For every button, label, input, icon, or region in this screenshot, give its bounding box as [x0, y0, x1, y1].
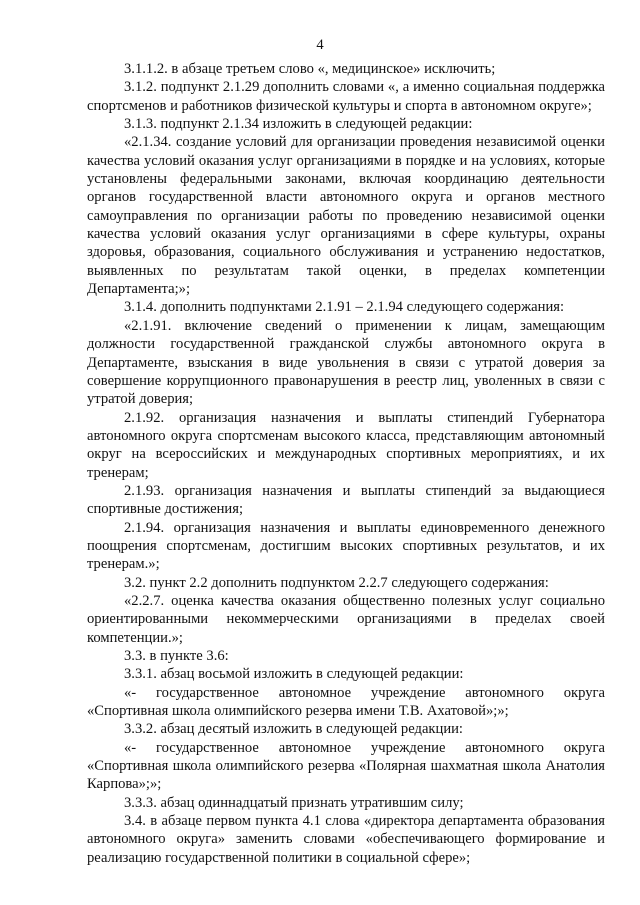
paragraph-3-2: 3.2. пункт 2.2 дополнить подпунктом 2.2.7 следующего содержания:	[124, 574, 549, 591]
paragraph-2-1-34: «2.1.34. создание условий для организации проведения независимой оценки качества условий оказания услуг организациями в порядке и на условиях, которые установлены федеральными законами, включая координацию деятельности органов государственной власти автономного округа и органов местного самоуправления по организации работы по проведению независимой оценки качества условий оказания услуг организациями в сфере культуры, охраны здоровья, образования, социального обслуживания и устранению недостатков, выявленных по результатам такой оценки, в пределах компетенции Департамента;»;	[87, 134, 605, 298]
paragraph-3-3-1-text: «- государственное автономное учреждение автономного округа «Спортивная школа олимпийского резерва имени Т.В. Ахатовой»;»;	[87, 684, 605, 720]
paragraph-2-1-94: 2.1.94. организация назначения и выплаты единовременного денежного поощрения спортсменам, достигшим высоких спортивных результатов, и их тренерам.»;	[87, 519, 605, 573]
paragraph-3-3: 3.3. в пункте 3.6:	[124, 648, 229, 664]
paragraph-3-1-2: 3.1.2. подпункт 2.1.29 дополнить словами «, а именно социальная поддержка спортсменов и работников физической культуры и спорта в автономном округе»;	[87, 79, 605, 114]
paragraph-3-4: 3.4. в абзаце первом пункта 4.1 слова «директора департамента образования автономного округа» заменить словами «обеспечивающего формирование и реализацию государственной политики в социальной сфере»;	[87, 813, 605, 866]
paragraph-3-1-3: 3.1.3. подпункт 2.1.34 изложить в следующей редакции:	[124, 116, 473, 133]
paragraph-3-1-1-2: 3.1.1.2. в абзаце третьем слово «, медицинское» исключить;	[124, 61, 496, 77]
paragraph-2-1-92: 2.1.92. организация назначения и выплаты стипендий Губернатора автономного округа спортсменам высокого класса, представляющим автономный округ на всероссийских и международных спортивных мероприятиях, и их тренерам;	[87, 409, 605, 481]
paragraph-2-2-7: «2.2.7. оценка качества оказания общественно полезных услуг социально ориентированными некоммерческими организациями в пределах своей компетенции.»;	[87, 592, 605, 646]
paragraph-2-1-93: 2.1.93. организация назначения и выплаты стипендий за выдающиеся спортивные достижения;	[87, 482, 605, 518]
paragraph-3-1-4: 3.1.4. дополнить подпунктами 2.1.91 – 2.1.94 следующего содержания:	[124, 299, 565, 316]
paragraph-2-1-91: «2.1.91. включение сведений о применении к лицам, замещающим должности государственной гражданской службы автономного округа в Департаменте, взыскания в виде увольнения в связи с утратой доверия за совершение коррупционного правонарушения в реестр лиц, уволенных в связи с утратой доверия;	[87, 317, 605, 408]
paragraph-3-3-2-text: «- государственное автономное учреждение автономного округа «Спортивная школа олимпийского резерва «Полярная шахматная школа Анатолия Карпова»;»;	[87, 739, 605, 793]
paragraph-3-3-3: 3.3.3. абзац одиннадцатый признать утратившим силу;	[124, 794, 464, 811]
document-body	[87, 60, 605, 867]
paragraph-3-3-2: 3.3.2. абзац десятый изложить в следующей редакции:	[124, 721, 463, 738]
paragraph-3-3-1: 3.3.1. абзац восьмой изложить в следующей редакции:	[124, 666, 464, 683]
page-number: 4	[316, 37, 324, 53]
